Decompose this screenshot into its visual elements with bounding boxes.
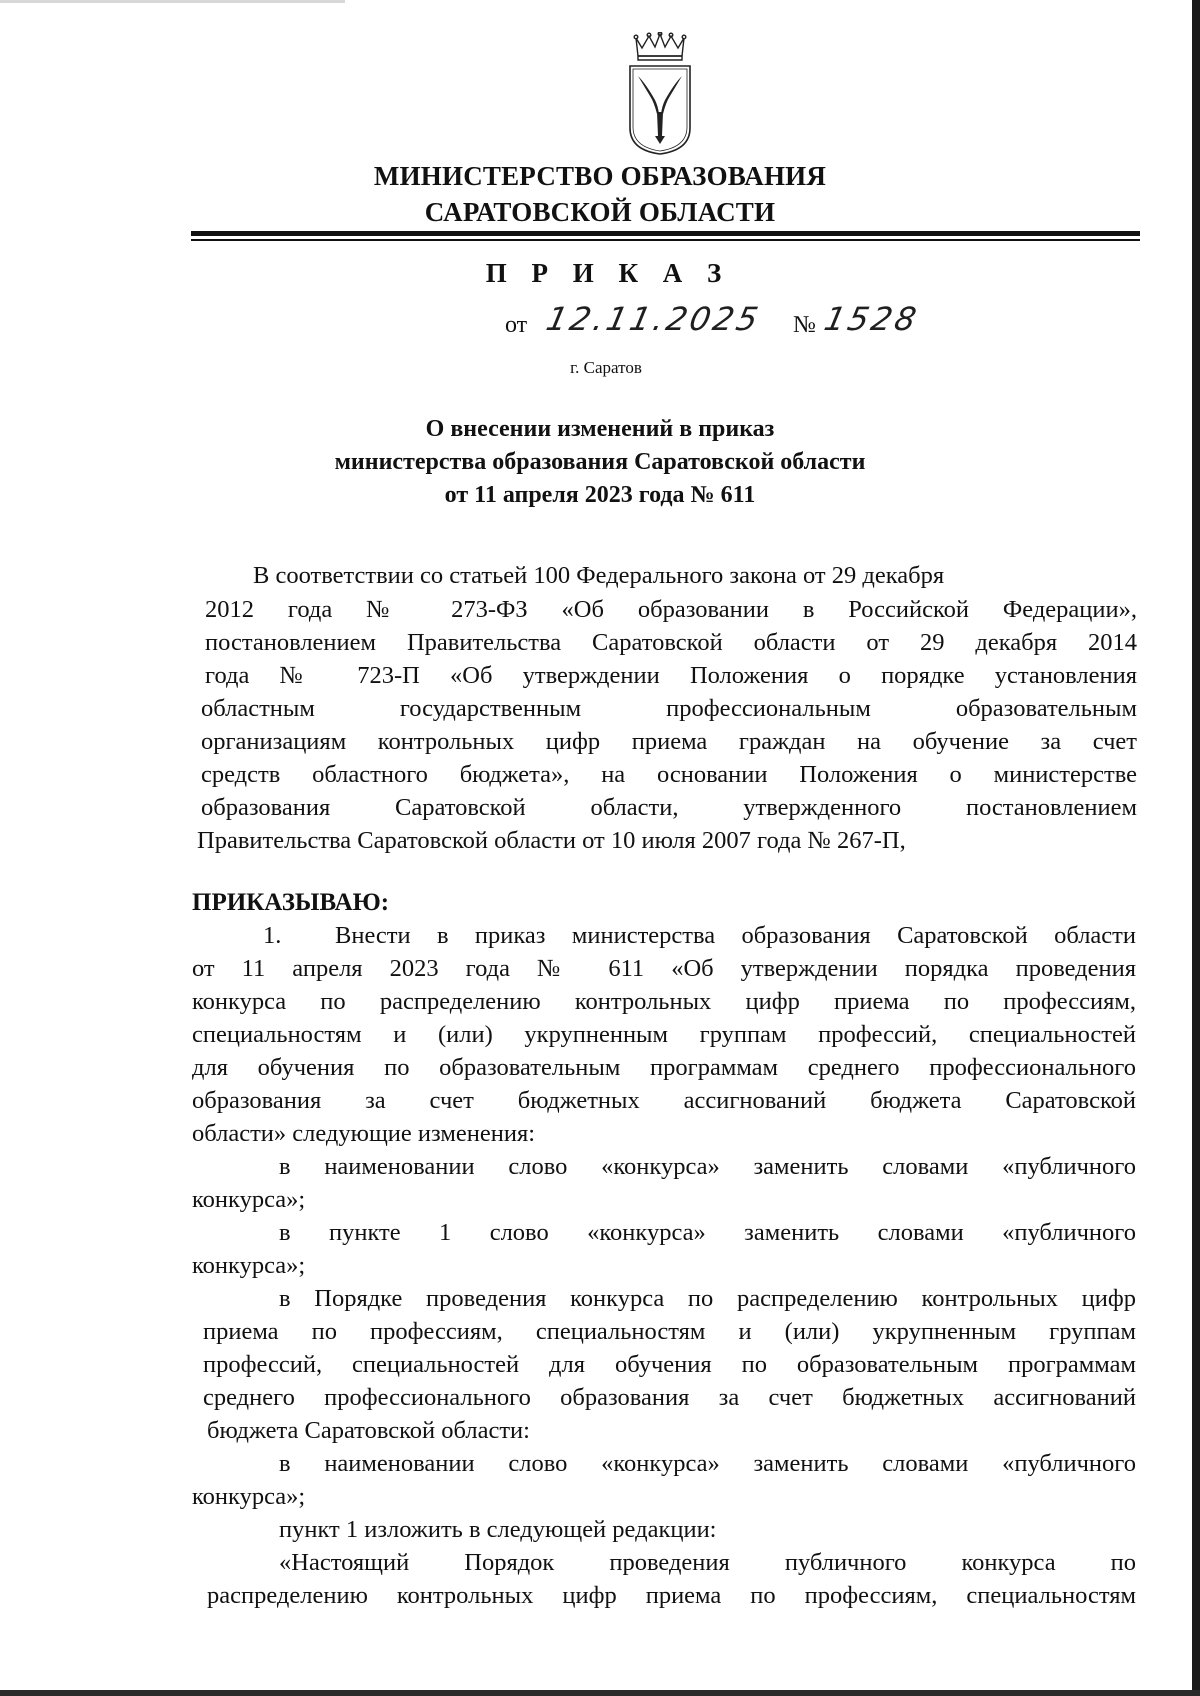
amendment-line: бюджета Саратовской области: xyxy=(207,1417,530,1444)
amendment-line: в Порядке проведения конкурса по распределению контрольных цифр xyxy=(279,1285,1136,1312)
scan-edge-right xyxy=(1192,0,1200,1696)
preamble-line: постановлением Правительства Саратовской области от 29 декабря 2014 xyxy=(205,629,1137,656)
clause1-line: образования за счет бюджетных ассигнований бюджета Саратовской xyxy=(192,1087,1136,1114)
clause1-line: специальностям и (или) укрупненным группам профессий, специальностей xyxy=(192,1021,1136,1048)
clause1-line: для обучения по образовательным программам среднего профессионального xyxy=(192,1054,1136,1081)
clause1-line: от 11 апреля 2023 года № 611 «Об утверждении порядка проведения xyxy=(192,955,1136,982)
coat-of-arms-icon xyxy=(622,32,698,156)
header-divider-thick xyxy=(191,231,1140,236)
amendment-line: конкурса»; xyxy=(192,1252,306,1279)
preamble-line: средств областного бюджета», на основании Положения о министерстве xyxy=(201,761,1137,788)
amendment-line: среднего профессионального образования за счет бюджетных ассигнований xyxy=(203,1384,1136,1411)
preamble-line: организациям контрольных цифр приема граждан на обучение за счет xyxy=(201,728,1137,755)
subject-line1: О внесении изменений в приказ xyxy=(425,416,775,442)
preamble-line: образования Саратовской области, утвержденного постановлением xyxy=(201,794,1137,821)
header-divider-thin xyxy=(191,239,1140,241)
amendment-line: «Настоящий Порядок проведения публичного конкурса по xyxy=(279,1549,1136,1576)
preamble-line: Правительства Саратовской области от 10 июля 2007 года № 267-П, xyxy=(197,827,906,854)
amendment-line: конкурса»; xyxy=(192,1186,306,1213)
amendment-line: пункт 1 изложить в следующей редакции: xyxy=(279,1516,717,1543)
order-date-handwritten: 12.11.2025 xyxy=(542,300,765,338)
order-date-prefix: от xyxy=(505,312,528,338)
amendment-line: распределению контрольных цифр приема по профессиям, специальностям xyxy=(207,1582,1136,1609)
preamble-line: 2012 года № 273-ФЗ «Об образовании в Российской Федерации», xyxy=(205,596,1137,623)
clause1-line: конкурса по распределению контрольных цифр приема по профессиям, xyxy=(192,988,1136,1015)
amendment-line: конкурса»; xyxy=(192,1483,306,1510)
preamble-line: года № 723-П «Об утверждении Положения о порядке установления xyxy=(205,662,1137,689)
subject-line2: министерства образования Саратовской области xyxy=(334,449,866,475)
amendment-line: в пункте 1 слово «конкурса» заменить словами «публичного xyxy=(279,1219,1136,1246)
order-number-handwritten: 1528 xyxy=(820,300,923,338)
subject-line3: от 11 апреля 2023 года № 611 xyxy=(444,482,756,508)
preamble-line: В соответствии со статьей 100 Федерального закона от 29 декабря xyxy=(253,562,945,589)
resolution-word: ПРИКАЗЫВАЮ: xyxy=(192,889,390,916)
scan-edge-bottom xyxy=(0,1690,1200,1696)
ministry-name-line1: МИНИСТЕРСТВО ОБРАЗОВАНИЯ xyxy=(373,161,827,191)
order-city: г. Саратов xyxy=(570,358,642,377)
amendment-line: в наименовании слово «конкурса» заменить словами «публичного xyxy=(279,1153,1136,1180)
order-title: П Р И К А З xyxy=(485,258,731,288)
clause1-number: 1. xyxy=(263,922,282,949)
order-number-prefix: № xyxy=(793,312,816,338)
ministry-name-line2: САРАТОВСКОЙ ОБЛАСТИ xyxy=(424,197,776,227)
amendment-line: профессий, специальностей для обучения по образовательным программам xyxy=(203,1351,1136,1378)
clause1-line: Внести в приказ министерства образования Саратовской области xyxy=(335,922,1136,949)
ministry-name xyxy=(0,158,1200,230)
scan-edge-top xyxy=(0,0,345,3)
clause1-line: области» следующие изменения: xyxy=(192,1120,536,1147)
order-subject xyxy=(0,413,1200,512)
amendment-line: приема по профессиям, специальностям и (или) укрупненным группам xyxy=(203,1318,1136,1345)
preamble-line: областным государственным профессиональным образовательным xyxy=(201,695,1137,722)
amendment-line: в наименовании слово «конкурса» заменить словами «публичного xyxy=(279,1450,1136,1477)
